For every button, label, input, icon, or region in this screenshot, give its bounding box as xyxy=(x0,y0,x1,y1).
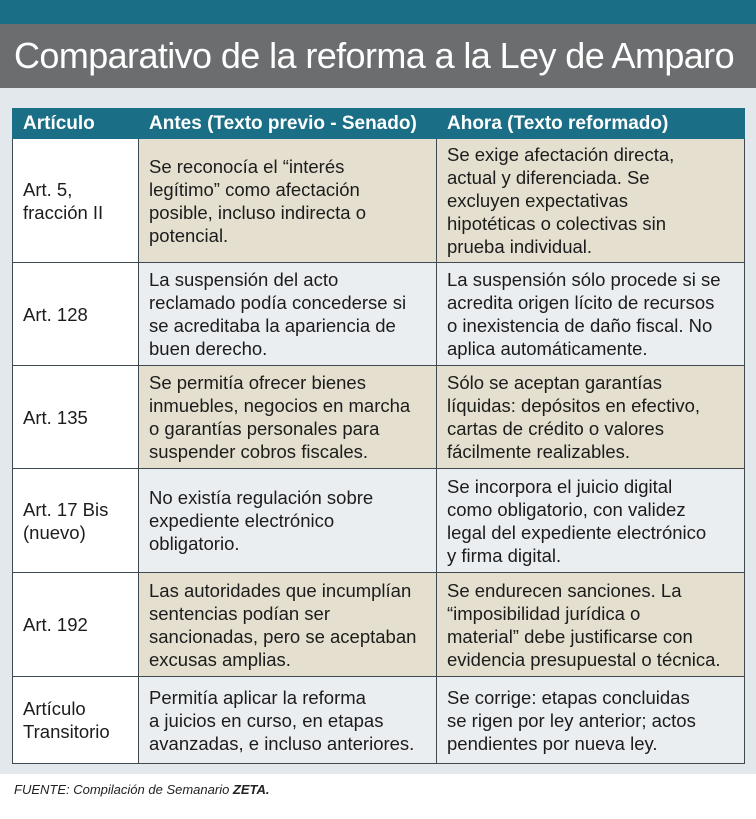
articulo-text: Art. 135 xyxy=(23,406,88,428)
table-header-row xyxy=(13,109,745,139)
articulo-text: Art. 17 Bis (nuevo) xyxy=(23,498,109,543)
cell-antes xyxy=(139,139,437,263)
cell-articulo xyxy=(13,469,139,573)
top-accent-bar xyxy=(0,0,756,24)
cell-antes xyxy=(139,263,437,366)
header-ahora: Ahora (Texto reformado) xyxy=(437,109,745,139)
cell-articulo xyxy=(13,573,139,677)
cell-ahora xyxy=(437,677,745,764)
cell-ahora xyxy=(437,573,745,677)
cell-articulo xyxy=(13,139,139,263)
cell-antes xyxy=(139,366,437,469)
table-row xyxy=(13,366,745,469)
page-title: Comparativo de la reforma a la Ley de Amparo xyxy=(14,35,734,76)
cell-antes xyxy=(139,573,437,677)
ahora-text: Se exige afectación directa, actual y diferenciada. Se excluyen expectativas hipotéticas o colectivas sin prueba individual. xyxy=(447,144,675,257)
table-row xyxy=(13,263,745,366)
antes-text: Las autoridades que incumplían sentencias podían ser sancionadas, pero se aceptaban excusas amplias. xyxy=(149,579,417,670)
cell-articulo xyxy=(13,366,139,469)
ahora-text: Se corrige: etapas concluidas se rigen por ley anterior; actos pendientes por nueva ley. xyxy=(447,686,696,754)
ahora-text: La suspensión sólo procede si se acredita origen lícito de recursos o inexistencia de daño fiscal. No aplica automáticamente. xyxy=(447,269,721,359)
header-articulo: Artículo xyxy=(13,109,139,139)
comparison-table xyxy=(12,108,745,764)
table-row xyxy=(13,677,745,764)
header-antes: Antes (Texto previo - Senado) xyxy=(139,109,437,139)
table-row xyxy=(13,469,745,573)
cell-ahora xyxy=(437,263,745,366)
articulo-text: Art. 5, fracción II xyxy=(23,178,104,223)
antes-text: Permitía aplicar la reforma a juicios en curso, en etapas avanzadas, e incluso anteriores. xyxy=(149,686,415,754)
cell-antes xyxy=(139,469,437,573)
source-prefix: FUENTE: Compilación de Semanario xyxy=(14,782,233,797)
antes-text: Se reconocía el “interés legítimo” como afectación posible, incluso indirecta o potencial. xyxy=(149,155,366,246)
articulo-text: Art. 192 xyxy=(23,614,88,635)
source-credit xyxy=(14,782,270,797)
table-row xyxy=(13,573,745,677)
cell-articulo xyxy=(13,263,139,366)
ahora-text: Sólo se aceptan garantías líquidas: depósitos en efectivo, cartas de crédito o valores fácilmente realizables. xyxy=(447,372,700,462)
ahora-text: Se incorpora el juicio digital como obligatorio, con validez legal del expediente electrónico y firma digital. xyxy=(447,475,707,566)
source-brand: ZETA. xyxy=(232,782,270,797)
table-row xyxy=(13,139,745,263)
antes-text: Se permitía ofrecer bienes inmuebles, negocios en marcha o garantías personales para suspender cobros fiscales. xyxy=(149,372,411,462)
cell-ahora xyxy=(437,139,745,263)
articulo-text: Artículo Transitorio xyxy=(23,698,110,742)
ahora-text: Se endurecen sanciones. La “imposibilidad jurídica o material” debe justificarse con evidencia presupuestal o técnica. xyxy=(447,579,721,670)
antes-text: La suspensión del acto reclamado podía concederse si se acreditaba la apariencia de buen derecho. xyxy=(149,269,407,359)
title-banner xyxy=(0,24,756,88)
cell-ahora xyxy=(437,366,745,469)
cell-antes xyxy=(139,677,437,764)
articulo-text: Art. 128 xyxy=(23,303,88,325)
cell-ahora xyxy=(437,469,745,573)
antes-text: No existía regulación sobre expediente electrónico obligatorio. xyxy=(149,487,374,554)
cell-articulo xyxy=(13,677,139,764)
